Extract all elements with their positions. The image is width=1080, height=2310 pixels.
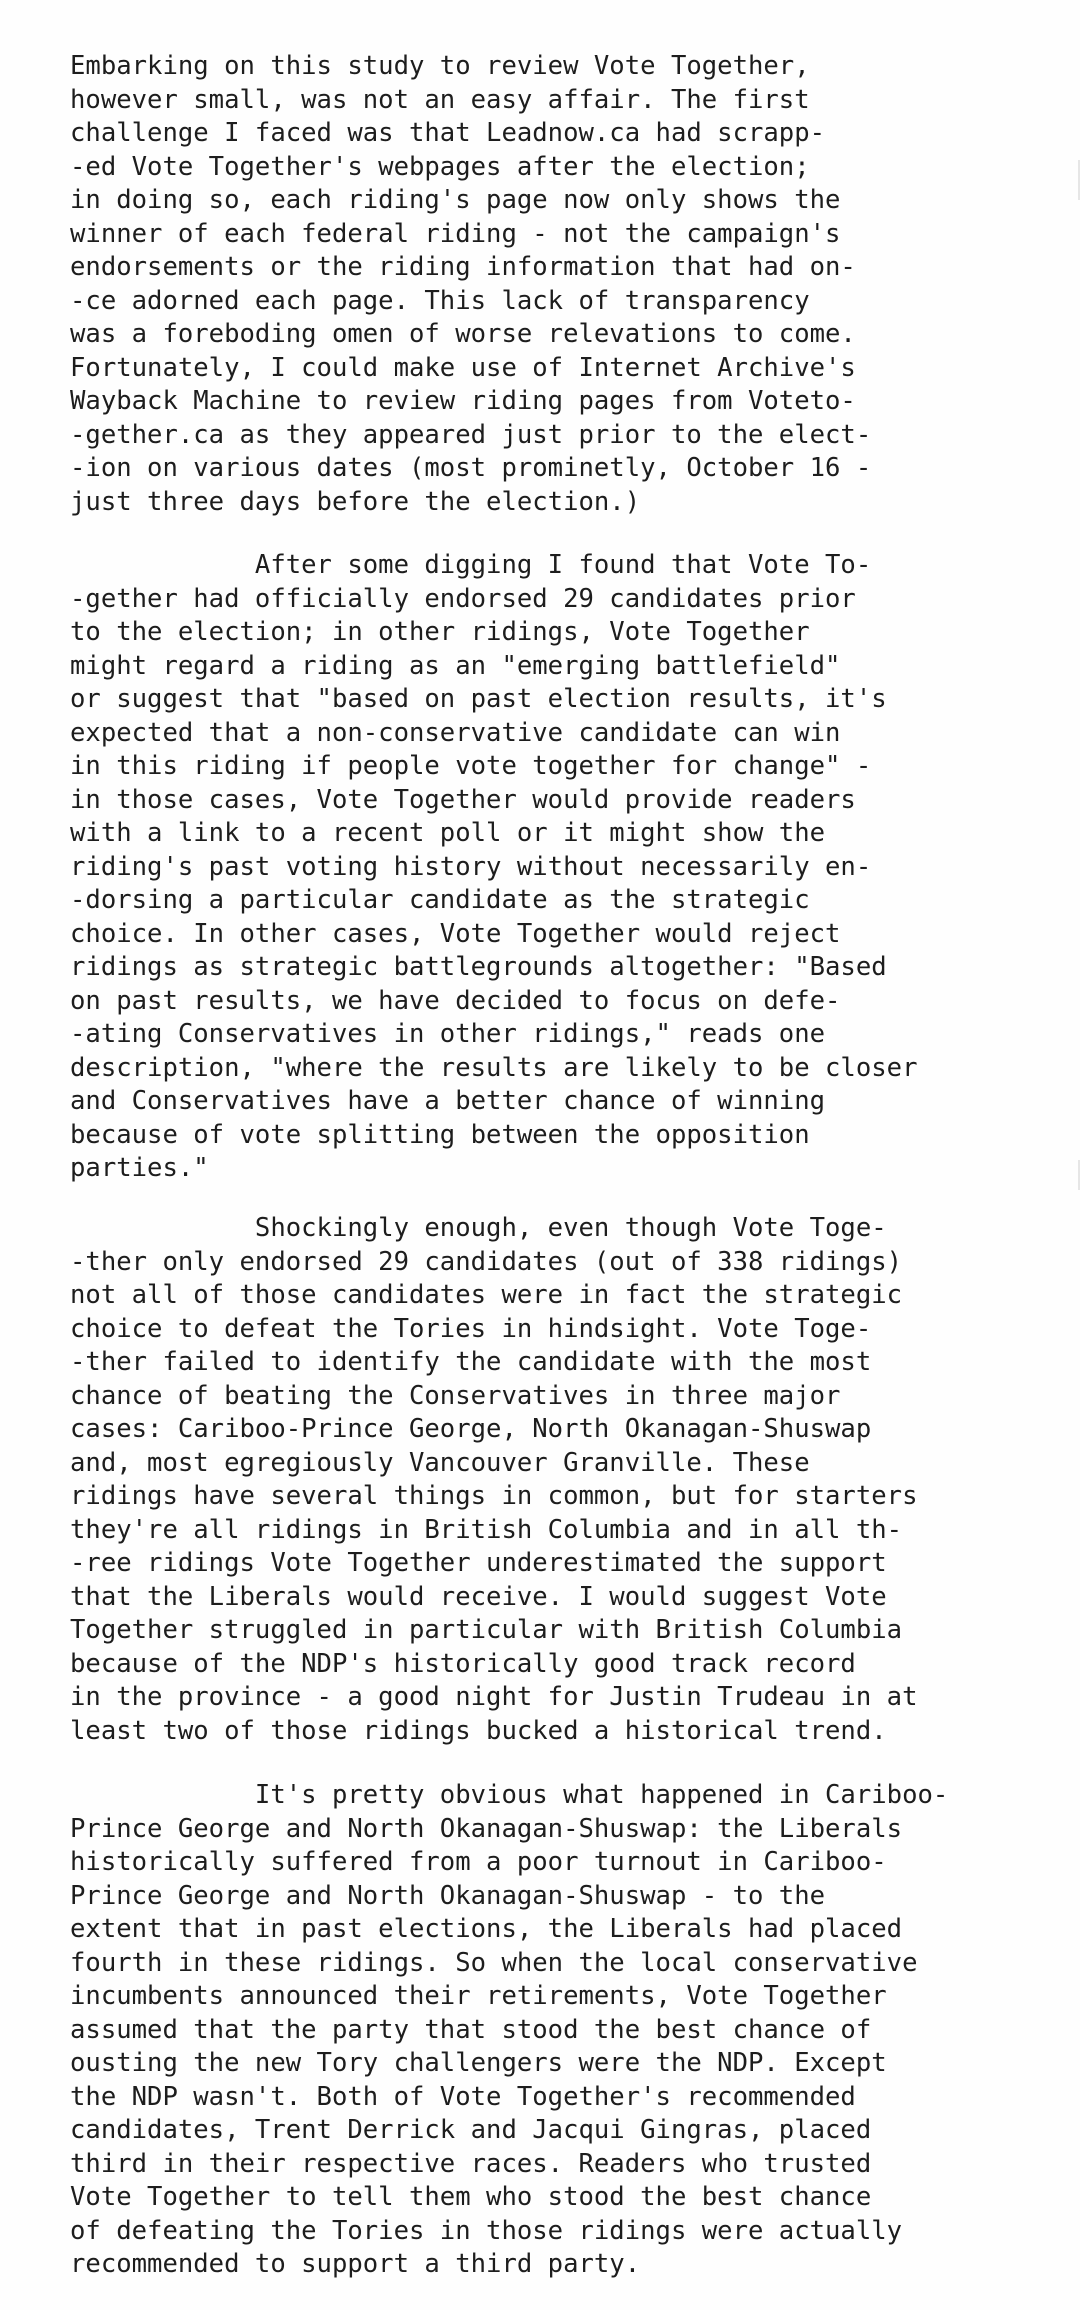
text-line: just three days before the election.) bbox=[70, 486, 641, 517]
text-line: Prince George and North Okanagan-Shuswap: the Liberals bbox=[70, 1813, 903, 1844]
text-line: choice to defeat the Tories in hindsight. Vote Toge- bbox=[70, 1313, 872, 1344]
text-line: ousting the new Tory challengers were the NDP. Except bbox=[70, 2048, 887, 2078]
text-line: extent that in past elections, the Liberals had placed bbox=[70, 1914, 903, 1944]
text-line: in those cases, Vote Together would provide readers bbox=[70, 784, 856, 815]
text-line: assumed that the party that stood the best chance of bbox=[70, 2014, 872, 2045]
text-line: -ion on various dates (most prominetly, October 16 - bbox=[70, 453, 872, 483]
text-line: challenge I faced was that Leadnow.ca had scrapp- bbox=[70, 118, 826, 148]
text-line: fourth in these ridings. So when the local conservative bbox=[70, 1947, 918, 1978]
text-line: expected that a non-conservative candidate can win bbox=[70, 717, 841, 748]
text-line: Wayback Machine to review riding pages from Voteto- bbox=[70, 386, 856, 416]
text-line: Embarking on this study to review Vote Together, bbox=[70, 51, 810, 81]
text-line: not all of those candidates were in fact the strategic bbox=[70, 1280, 903, 1310]
text-line: third in their respective races. Readers who trusted bbox=[70, 2148, 872, 2179]
text-line: -gether had officially endorsed 29 candidates prior bbox=[70, 583, 856, 614]
text-line: the NDP wasn't. Both of Vote Together's recommended bbox=[70, 2081, 856, 2112]
text-line: description, "where the results are likely to be closer bbox=[70, 1052, 918, 1083]
text-line: might regard a riding as an "emerging battlefield" bbox=[70, 650, 841, 681]
text-line: cases: Cariboo-Prince George, North Okanagan-Shuswap bbox=[70, 1414, 872, 1444]
text-line: choice. In other cases, Vote Together would reject bbox=[70, 918, 841, 949]
text-line: ridings as strategic battlegrounds altogether: "Based bbox=[70, 952, 887, 982]
text-line: -gether.ca as they appeared just prior to the elect- bbox=[70, 419, 872, 450]
text-line: on past results, we have decided to focus on defe- bbox=[70, 985, 841, 1016]
text-line: that the Liberals would receive. I would suggest Vote bbox=[70, 1581, 887, 1612]
paragraph-2 bbox=[70, 549, 1070, 1186]
text-line: Fortunately, I could make use of Internet Archive's bbox=[70, 352, 856, 383]
text-line: because of vote splitting between the opposition bbox=[70, 1119, 810, 1150]
text-line: was a foreboding omen of worse relevations to come. bbox=[70, 319, 856, 349]
paragraph-4 bbox=[70, 1779, 1070, 2282]
paragraph-3 bbox=[70, 1212, 1070, 1748]
text-line: Together struggled in particular with British Columbia bbox=[70, 1615, 903, 1645]
text-line: in this riding if people vote together for change" - bbox=[70, 751, 872, 781]
text-line: ridings have several things in common, but for starters bbox=[70, 1481, 918, 1511]
text-line: It's pretty obvious what happened in Cariboo- bbox=[70, 1780, 949, 1810]
text-line: -ating Conservatives in other ridings," reads one bbox=[70, 1019, 826, 1049]
text-line: of defeating the Tories in those ridings were actually bbox=[70, 2215, 903, 2246]
text-line: -ed Vote Together's webpages after the election; bbox=[70, 151, 810, 182]
text-line: because of the NDP's historically good track record bbox=[70, 1648, 856, 1679]
text-line: in doing so, each riding's page now only shows the bbox=[70, 185, 841, 215]
text-line: in the province - a good night for Justin Trudeau in at bbox=[70, 1682, 918, 1712]
text-line: chance of beating the Conservatives in three major bbox=[70, 1380, 841, 1411]
text-line: -dorsing a particular candidate as the strategic bbox=[70, 885, 810, 915]
text-line: -ther only endorsed 29 candidates (out of 338 ridings) bbox=[70, 1246, 903, 1277]
text-line: and, most egregiously Vancouver Granville. These bbox=[70, 1447, 810, 1478]
text-line: historically suffered from a poor turnout in Cariboo- bbox=[70, 1847, 887, 1877]
text-line: Vote Together to tell them who stood the best chance bbox=[70, 2182, 872, 2212]
text-line: parties." bbox=[70, 1153, 209, 1183]
text-line: or suggest that "based on past election results, it's bbox=[70, 684, 887, 714]
text-line: least two of those ridings bucked a historical trend. bbox=[70, 1715, 887, 1746]
text-line: -ce adorned each page. This lack of transparency bbox=[70, 285, 810, 316]
text-line: incumbents announced their retirements, Vote Together bbox=[70, 1981, 887, 2011]
text-line: -ree ridings Vote Together underestimated the support bbox=[70, 1548, 887, 1578]
text-line: candidates, Trent Derrick and Jacqui Gingras, placed bbox=[70, 2115, 872, 2145]
text-line: endorsements or the riding information that had on- bbox=[70, 252, 856, 282]
text-line: riding's past voting history without necessarily en- bbox=[70, 851, 872, 882]
text-line: winner of each federal riding - not the campaign's bbox=[70, 218, 841, 249]
text-line: to the election; in other ridings, Vote Together bbox=[70, 617, 810, 647]
text-line: Prince George and North Okanagan-Shuswap - to the bbox=[70, 1880, 826, 1911]
text-line: they're all ridings in British Columbia and in all th- bbox=[70, 1514, 903, 1545]
paragraph-1 bbox=[70, 50, 1070, 519]
text-line: recommended to support a third party. bbox=[70, 2249, 641, 2279]
text-line: and Conservatives have a better chance of winning bbox=[70, 1086, 826, 1116]
text-line: -ther failed to identify the candidate with the most bbox=[70, 1347, 872, 1377]
text-line: Shockingly enough, even though Vote Toge- bbox=[70, 1213, 887, 1243]
text-line: however small, was not an easy affair. The first bbox=[70, 84, 810, 115]
text-line: with a link to a recent poll or it might show the bbox=[70, 818, 826, 848]
text-line: After some digging I found that Vote To- bbox=[70, 550, 872, 580]
